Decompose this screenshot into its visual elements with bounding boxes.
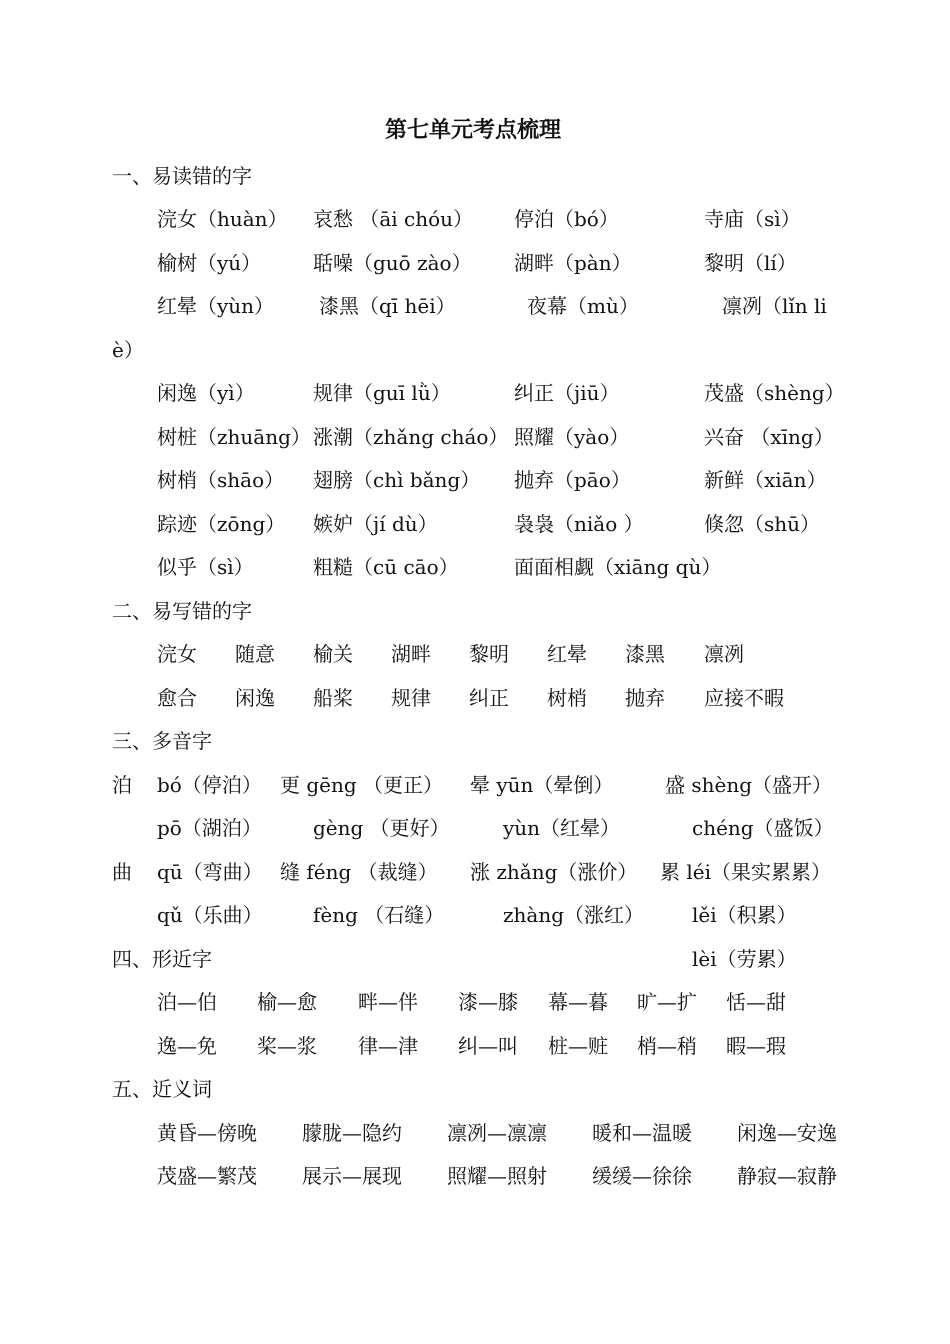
pinyin-entry: 浣女（huàn） — [157, 207, 288, 231]
polyphone-entry: chéng（盛饭） — [692, 816, 834, 840]
polyphone-char: 曲 — [112, 860, 132, 884]
section-1-heading: 一、易读错的字 — [112, 164, 252, 188]
synonym-pair: 静寂—寂静 — [737, 1164, 837, 1188]
pinyin-entry: 翅膀（chì bǎng） — [313, 468, 481, 492]
polyphone-entry: qǔ（乐曲） — [157, 903, 263, 927]
synonym-pair: 照耀—照射 — [447, 1164, 547, 1188]
synonym-pair: 朦胧—隐约 — [302, 1121, 402, 1145]
section-3-heading: 三、多音字 — [112, 729, 212, 753]
word-entry: 黎明 — [469, 642, 509, 666]
pinyin-entry: 照耀（yào） — [514, 425, 630, 449]
synonym-pair: 黄昏—傍晚 — [157, 1121, 257, 1145]
similar-char-pair: 漆—膝 — [458, 990, 518, 1014]
polyphone-entry: bó（停泊） — [157, 773, 262, 797]
pinyin-entry: 榆树（yú） — [157, 251, 262, 275]
pinyin-entry: 哀愁 （āi chóu） — [313, 207, 474, 231]
polyphone-entry: qū（弯曲） — [157, 860, 263, 884]
polyphone-entry: 更 gēng （更正） — [280, 773, 444, 797]
word-entry: 应接不暇 — [704, 686, 784, 710]
word-entry: 规律 — [391, 686, 431, 710]
word-entry: 凛冽 — [704, 642, 744, 666]
similar-char-pair: 旷—扩 — [637, 990, 697, 1014]
pinyin-entry: 规律（guī lǜ） — [313, 381, 451, 405]
pinyin-entry: 树桩（zhuāng） — [157, 425, 311, 449]
polyphone-entry: 盛 shèng（盛开） — [665, 773, 833, 797]
polyphone-entry: 涨 zhǎng（涨价） — [470, 860, 638, 884]
word-entry: 榆关 — [313, 642, 353, 666]
pinyin-entry: 树梢（shāo） — [157, 468, 285, 492]
similar-char-pair: 桨—浆 — [257, 1034, 317, 1058]
polyphone-entry: pō（湖泊） — [157, 816, 262, 840]
word-entry: 愈合 — [157, 686, 197, 710]
polyphone-entry: 缝 féng （裁缝） — [280, 860, 438, 884]
polyphone-entry: zhàng（涨红） — [503, 903, 645, 927]
similar-char-pair: 暇—瑕 — [726, 1034, 786, 1058]
word-entry: 浣女 — [157, 642, 197, 666]
similar-char-pair: 纠—叫 — [458, 1034, 518, 1058]
section-2-heading: 二、易写错的字 — [112, 599, 252, 623]
synonym-pair: 凛冽—凛凛 — [447, 1121, 547, 1145]
pinyin-entry: 似乎（sì） — [157, 555, 254, 579]
similar-char-pair: 律—津 — [358, 1034, 418, 1058]
pinyin-entry: 凛冽（lǐn li — [722, 294, 827, 318]
word-entry: 纠正 — [469, 686, 509, 710]
word-entry: 抛弃 — [625, 686, 665, 710]
similar-char-pair: 畔—伴 — [358, 990, 418, 1014]
section-4-heading: 四、形近字 — [112, 947, 212, 971]
polyphone-entry: 累 léi（果实累累） — [660, 860, 831, 884]
similar-char-pair: 幕—暮 — [548, 990, 608, 1014]
pinyin-entry: 茂盛（shèng） — [704, 381, 845, 405]
polyphone-entry: lèi（劳累） — [692, 947, 797, 971]
word-entry: 湖畔 — [391, 642, 431, 666]
pinyin-entry: 新鲜（xiān） — [704, 468, 827, 492]
similar-char-pair: 泊—伯 — [157, 990, 217, 1014]
polyphone-entry: fèng （石缝） — [313, 903, 445, 927]
word-entry: 树梢 — [547, 686, 587, 710]
pinyin-entry: 漆黑（qī hēi） — [319, 294, 456, 318]
synonym-pair: 展示—展现 — [302, 1164, 402, 1188]
polyphone-entry: yùn（红晕） — [503, 816, 621, 840]
pinyin-entry: 抛弃（pāo） — [514, 468, 631, 492]
pinyin-entry: 聒噪（guō zào） — [313, 251, 472, 275]
word-entry: 随意 — [235, 642, 275, 666]
polyphone-entry: 晕 yūn（晕倒） — [470, 773, 614, 797]
word-entry: 船桨 — [313, 686, 353, 710]
synonym-pair: 暖和—温暖 — [592, 1121, 692, 1145]
word-entry: 漆黑 — [625, 642, 665, 666]
polyphone-char: 泊 — [112, 773, 132, 797]
pinyin-entry: 面面相觑（xiāng qù） — [514, 555, 722, 579]
pinyin-entry: 夜幕（mù） — [527, 294, 639, 318]
synonym-pair: 茂盛—繁茂 — [157, 1164, 257, 1188]
pinyin-entry: 红晕（yùn） — [157, 294, 275, 318]
synonym-pair: 缓缓—徐徐 — [592, 1164, 692, 1188]
pinyin-entry: 粗糙（cū cāo） — [313, 555, 459, 579]
pinyin-entry: 涨潮（zhǎng cháo） — [313, 425, 509, 449]
pinyin-entry: 停泊（bó） — [514, 207, 619, 231]
similar-char-pair: 桩—赃 — [548, 1034, 608, 1058]
pinyin-entry: 倏忽（shū） — [704, 512, 821, 536]
synonym-pair: 闲逸—安逸 — [737, 1121, 837, 1145]
word-entry: 闲逸 — [235, 686, 275, 710]
pinyin-entry: 踪迹（zōng） — [157, 512, 286, 536]
similar-char-pair: 逸—免 — [157, 1034, 217, 1058]
similar-char-pair: 梢—稍 — [637, 1034, 697, 1058]
page-title: 第七单元考点梳理 — [385, 117, 562, 143]
section-5-heading: 五、近义词 — [112, 1077, 212, 1101]
pinyin-entry: 兴奋 （xīng） — [704, 425, 834, 449]
word-entry: 红晕 — [547, 642, 587, 666]
pinyin-entry: 黎明（lí） — [704, 251, 797, 275]
pinyin-entry: 袅袅（niǎo ） — [514, 512, 644, 536]
pinyin-entry: 湖畔（pàn） — [514, 251, 632, 275]
pinyin-entry-wrap: è） — [112, 338, 144, 362]
similar-char-pair: 榆—愈 — [257, 990, 317, 1014]
polyphone-entry: lěi（积累） — [692, 903, 797, 927]
pinyin-entry: 纠正（jiū） — [514, 381, 620, 405]
pinyin-entry: 闲逸（yì） — [157, 381, 255, 405]
pinyin-entry: 寺庙（sì） — [704, 207, 801, 231]
similar-char-pair: 恬—甜 — [726, 990, 786, 1014]
polyphone-entry: gèng （更好） — [313, 816, 450, 840]
pinyin-entry: 嫉妒（jí dù） — [313, 512, 438, 536]
